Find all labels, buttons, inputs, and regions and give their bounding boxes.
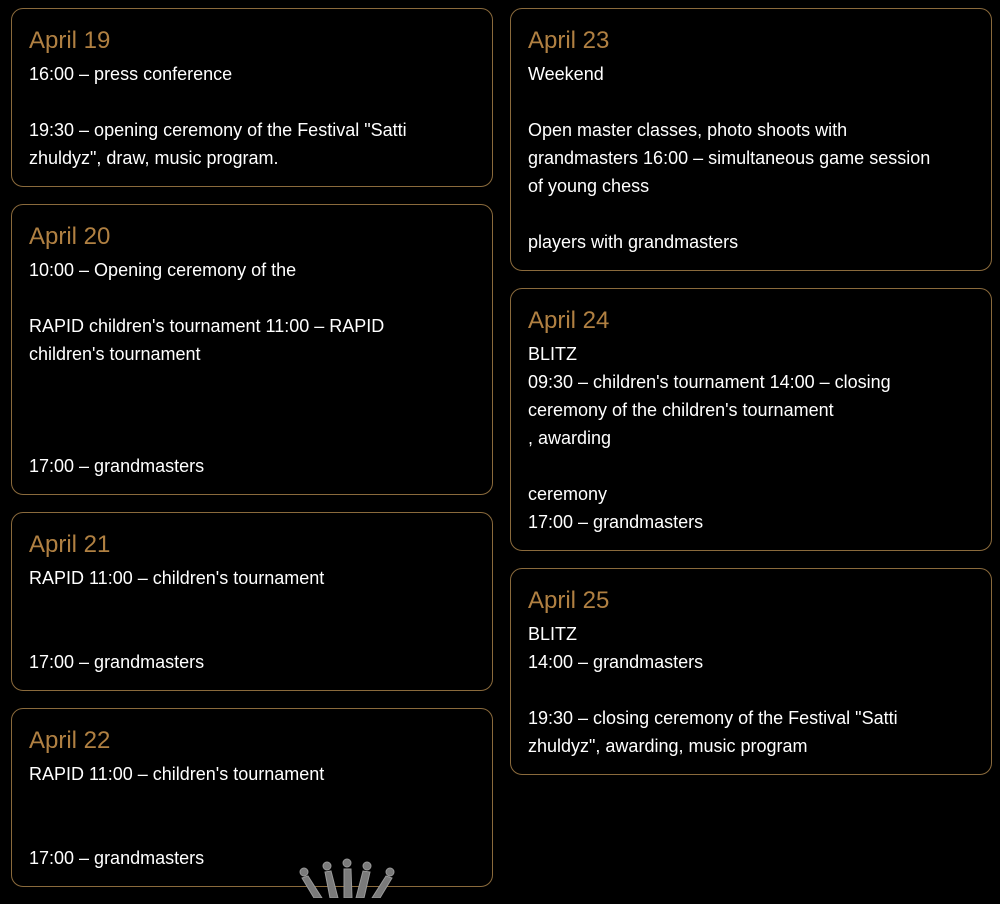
schedule-line [29, 368, 475, 396]
schedule-line: 19:30 – closing ceremony of the Festival "Satti [528, 708, 898, 728]
schedule-date: April 25 [528, 587, 610, 614]
schedule-card [11, 708, 493, 887]
schedule-date: April 21 [29, 531, 111, 558]
schedule-card [11, 8, 493, 187]
schedule-line: grandmasters 16:00 – simultaneous game session [528, 148, 931, 168]
schedule-line [29, 424, 475, 452]
schedule-card [11, 512, 493, 691]
schedule-card [510, 568, 992, 775]
schedule-line: 14:00 – grandmasters [528, 652, 704, 672]
schedule-line: Open master classes, photo shoots with [528, 120, 848, 140]
schedule-column-left [11, 8, 493, 904]
schedule-line: 17:00 – grandmasters [29, 456, 205, 476]
schedule-line: 16:00 – press conference [29, 64, 233, 84]
schedule-line: 09:30 – children's tournament 14:00 – closing [528, 372, 891, 392]
schedule-line: of young chess [528, 176, 650, 196]
schedule-line [528, 676, 974, 704]
schedule-date: April 22 [29, 727, 111, 754]
schedule-line: zhuldyz", draw, music program. [29, 148, 279, 168]
schedule-line: RAPID 11:00 – children's tournament [29, 568, 325, 588]
schedule-line: 17:00 – grandmasters [29, 652, 205, 672]
schedule-line: , awarding [528, 428, 612, 448]
schedule-line: zhuldyz", awarding, music program [528, 736, 808, 756]
schedule-line [29, 396, 475, 424]
schedule-line: 19:30 – opening ceremony of the Festival "Satti [29, 120, 407, 140]
schedule-line: ceremony [528, 484, 608, 504]
schedule-line: children's tournament [29, 344, 201, 364]
schedule-line: BLITZ [528, 624, 578, 644]
schedule-card [11, 204, 493, 495]
schedule-date: April 24 [528, 307, 610, 334]
schedule-date: April 20 [29, 223, 111, 250]
schedule-column-right [510, 8, 992, 792]
schedule-line: 17:00 – grandmasters [528, 512, 704, 532]
schedule-line [29, 788, 475, 816]
crown-icon [292, 856, 402, 898]
schedule-line [528, 452, 974, 480]
schedule-date: April 19 [29, 27, 111, 54]
schedule-line [29, 592, 475, 620]
schedule-line: RAPID 11:00 – children's tournament [29, 764, 325, 784]
schedule-line: 10:00 – Opening ceremony of the [29, 260, 297, 280]
schedule-line [29, 620, 475, 648]
schedule-date: April 23 [528, 27, 610, 54]
schedule-line [29, 88, 475, 116]
schedule-line: RAPID children's tournament 11:00 – RAPID [29, 316, 385, 336]
schedule-line: ceremony of the children's tournament [528, 400, 834, 420]
schedule-line: BLITZ [528, 344, 578, 364]
schedule-line: 17:00 – grandmasters [29, 848, 205, 868]
schedule-line: players with grandmasters [528, 232, 739, 252]
schedule-line [528, 200, 974, 228]
schedule-card [510, 8, 992, 271]
schedule-line [528, 88, 974, 116]
schedule-line [29, 816, 475, 844]
schedule-card [510, 288, 992, 551]
schedule-line: Weekend [528, 64, 604, 84]
schedule-line [29, 284, 475, 312]
